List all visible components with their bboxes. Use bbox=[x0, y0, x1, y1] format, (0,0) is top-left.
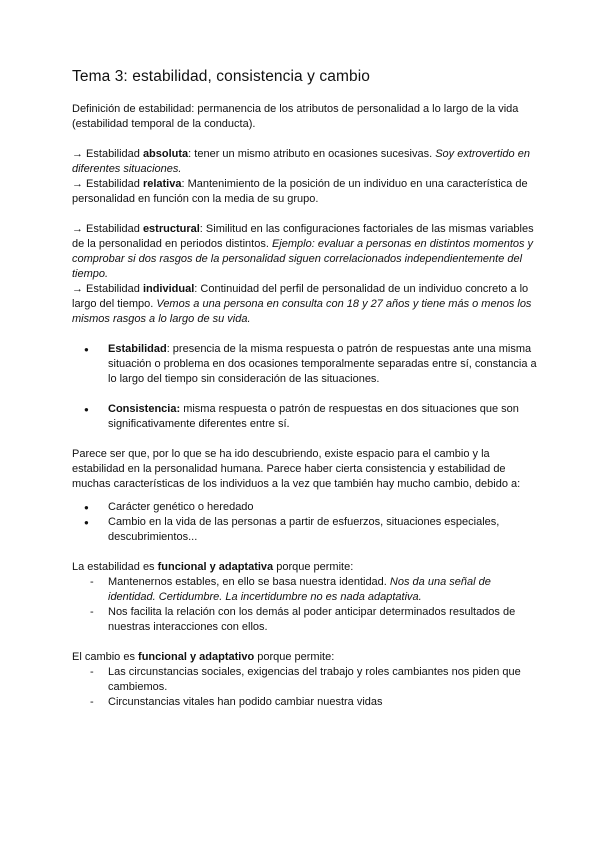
absolute-stability: → Estabilidad absoluta: tener un mismo atributo en ocasiones sucesivas. Soy extrovertido en diferentes situaciones. bbox=[72, 148, 530, 175]
definitions-list bbox=[72, 342, 540, 387]
stability-functional: La estabilidad es funcional y adaptativa porque permite: bbox=[72, 561, 354, 573]
relative-stability: → Estabilidad relativa: Mantenimiento de la posición de un individuo en una característica de personalidad en función con la media de su grupo. bbox=[72, 178, 528, 205]
individual-stability: → Estabilidad individual: Continuidad del perfil de personalidad de un individuo concreto a lo largo del tiempo. Vemos a una persona en consulta con 18 y 27 años y tiene más o menos los mismos rasgos a lo largo de su vida. bbox=[72, 283, 532, 325]
change-reasons-list bbox=[72, 665, 540, 710]
change-functional: El cambio es funcional y adaptativo porque permite: bbox=[72, 651, 335, 663]
list-item: ● Carácter genético o heredado bbox=[72, 500, 540, 515]
definitions-list-2 bbox=[72, 402, 540, 432]
definition-paragraph: Definición de estabilidad: permanencia de los atributos de personalidad a lo largo de la vida (estabilidad temporal de la conducta). bbox=[72, 103, 519, 130]
list-item: - Mantenernos estables, en ello se basa nuestra identidad. Nos da una señal de identidad. Certidumbre. La incertidumbre no es nada adaptativa. bbox=[72, 575, 540, 605]
list-item: ● Cambio en la vida de las personas a partir de esfuerzos, situaciones especiales, descubrimientos... bbox=[72, 515, 540, 545]
list-item: - Circunstancias vitales han podido cambiar nuestra vidas bbox=[72, 695, 540, 710]
stability-reasons-list bbox=[72, 575, 540, 635]
list-item: ● Consistencia: misma respuesta o patrón de respuestas en dos situaciones que son significativamente diferentes entre sí. bbox=[72, 402, 540, 432]
structural-stability: → Estabilidad estructural: Similitud en las configuraciones factoriales de las mismas variables de la personalidad en periodos distintos. Ejemplo: evaluar a personas en distintos momentos y comprobar si dos rasgos de la personalidad siguen correlacionados independientemente del tiempo. bbox=[72, 223, 534, 280]
list-item: - Nos facilita la relación con los demás al poder anticipar determinados resultados de nuestras interacciones con ellos. bbox=[72, 605, 540, 635]
change-paragraph: Parece ser que, por lo que se ha ido descubriendo, existe espacio para el cambio y la estabilidad en la personalidad humana. Parece haber cierta consistencia y estabilidad de muchas características de los individuos a la vez que también hay mucho cambio, debido a: bbox=[72, 448, 521, 490]
list-item: ● Estabilidad: presencia de la misma respuesta o patrón de respuestas ante una misma situación o problema en dos ocasiones temporalmente separadas entre sí, constancia a lo largo del tiempo sin consideración de las situaciones. bbox=[72, 342, 540, 387]
list-item: - Las circunstancias sociales, exigencias del trabajo y roles cambiantes nos piden que cambiemos. bbox=[72, 665, 540, 695]
causes-list bbox=[72, 500, 540, 545]
page-title: Tema 3: estabilidad, consistencia y cambio bbox=[72, 68, 370, 85]
